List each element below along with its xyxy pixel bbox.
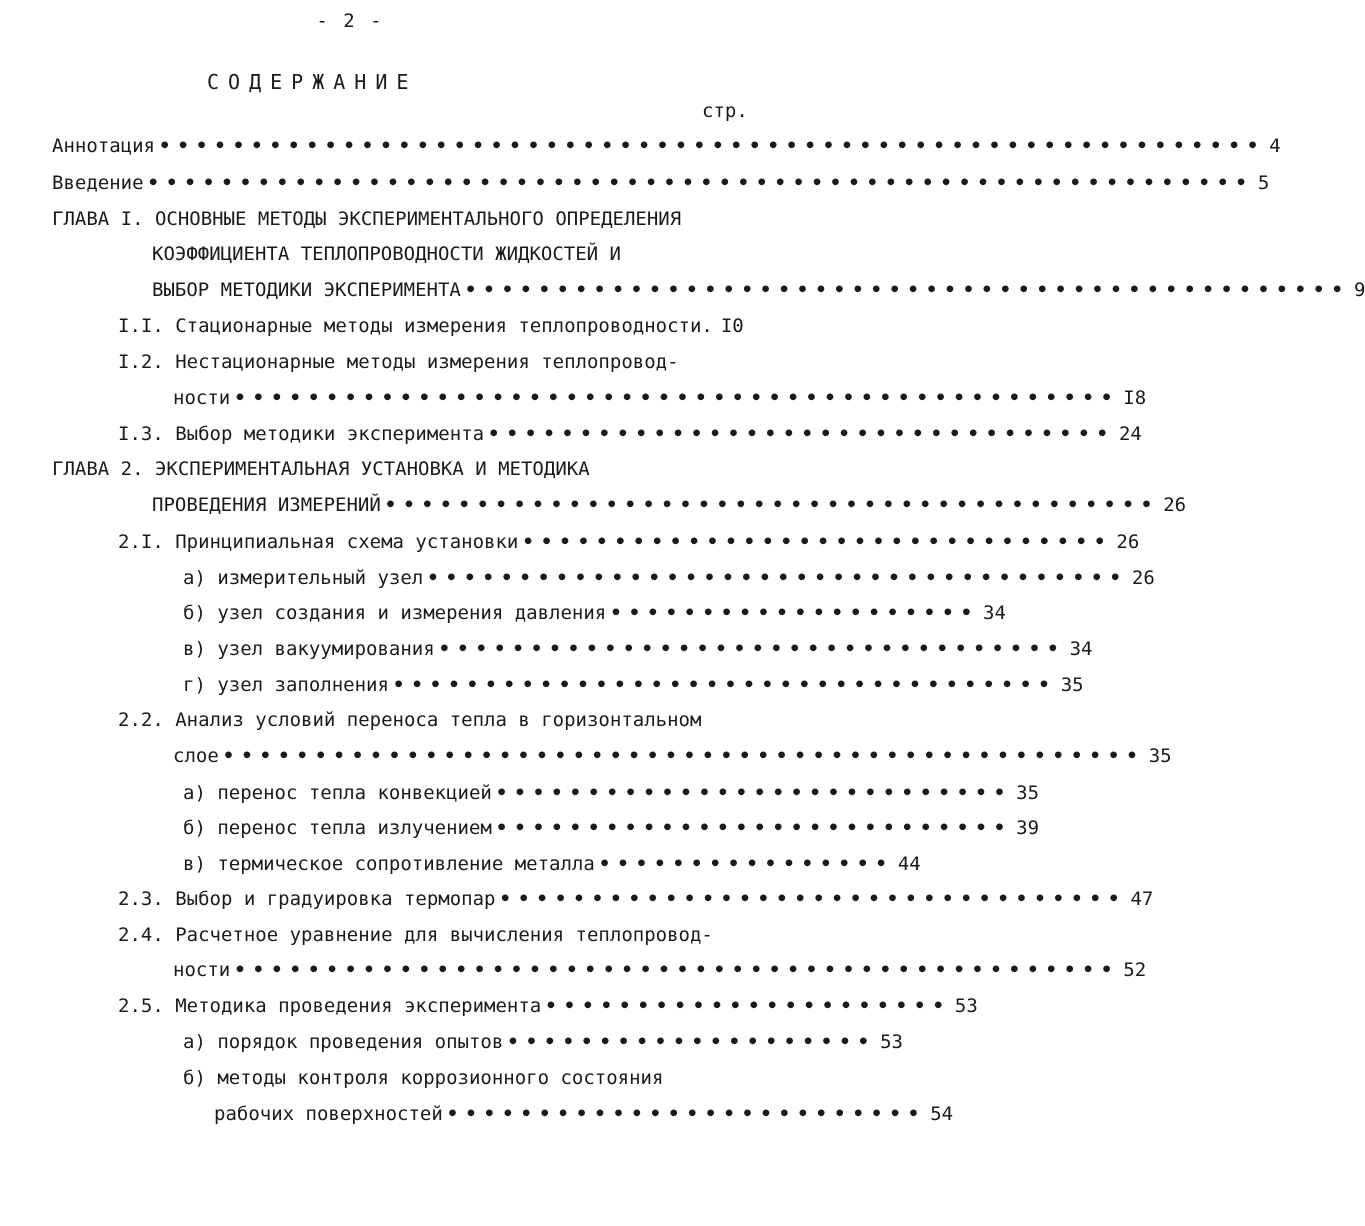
toc-chapter-heading: КОЭФФИЦИЕНТА ТЕПЛОПРОВОДНОСТИ ЖИДКОСТЕЙ И bbox=[152, 243, 621, 265]
toc-entry bbox=[214, 1101, 954, 1127]
toc-entry-text: рабочих поверхностей bbox=[214, 1103, 443, 1125]
toc-page-number: 39 bbox=[1016, 817, 1040, 839]
toc-entry bbox=[183, 672, 1084, 698]
toc-entry-text: в) узел вакуумирования bbox=[183, 638, 435, 660]
toc-page-number: 52 bbox=[1123, 959, 1147, 981]
toc-entry bbox=[183, 1029, 903, 1055]
toc-entry-text: 2.4. Расчетное уравнение для вычисления теплопровод- bbox=[118, 924, 713, 946]
toc-page-number: I0 bbox=[720, 315, 744, 337]
leader-dots: •••••••••••••••••••••••••• bbox=[446, 1103, 927, 1125]
page-title: СОДЕРЖАНИЕ bbox=[207, 70, 418, 94]
toc-entry-text: б) перенос тепла излучением bbox=[183, 817, 492, 839]
toc-entry bbox=[183, 636, 1093, 662]
toc-entry bbox=[118, 313, 744, 339]
leader-dots: •••••••••••••••••••• bbox=[610, 602, 980, 624]
toc-entry-text: I.2. Нестационарные методы измерения теплопровод- bbox=[118, 351, 679, 373]
toc-entry bbox=[183, 851, 921, 877]
toc-entry-text: Аннотация bbox=[52, 135, 155, 157]
toc-page-number: 54 bbox=[930, 1103, 954, 1125]
toc-page-number: 26 bbox=[1163, 494, 1187, 516]
toc-chapter-heading: ГЛАВА 2. ЭКСПЕРИМЕНТАЛЬНАЯ УСТАНОВКА И МЕТОДИКА bbox=[52, 458, 590, 480]
toc-entry-text: ВЫБОР МЕТОДИКИ ЭКСПЕРИМЕНТА bbox=[152, 279, 461, 301]
toc-entry bbox=[173, 957, 1147, 983]
leader-dots: •••••••••••••••••••••••••••• bbox=[495, 782, 1013, 804]
toc-page-number: 9 bbox=[1353, 279, 1365, 301]
leader-dots: •••••••••••••••••••••••••••• bbox=[495, 817, 1013, 839]
page-column-label: стр. bbox=[702, 100, 748, 122]
toc-entry bbox=[52, 170, 1270, 196]
toc-entry-text: а) порядок проведения опытов bbox=[183, 1031, 504, 1053]
toc-entry bbox=[118, 886, 1154, 912]
toc-entry-text: слое bbox=[173, 745, 219, 767]
toc-page-number: 26 bbox=[1116, 531, 1140, 553]
leader-dots: •••••••••••••••••••••••••••••••• bbox=[522, 531, 1113, 553]
toc-entry bbox=[118, 529, 1140, 555]
toc-entry-text: 2.3. Выбор и градуировка термопар bbox=[118, 888, 496, 910]
toc-entry-text: а) измерительный узел bbox=[183, 567, 424, 589]
toc-entry-text: г) узел заполнения bbox=[183, 674, 389, 696]
toc-entry bbox=[183, 565, 1155, 591]
leader-dots: •••••••••••••••••••••••••••••••••••••••••• bbox=[384, 494, 1160, 516]
toc-chapter-heading: ГЛАВА I. ОСНОВНЫЕ МЕТОДЫ ЭКСПЕРИМЕНТАЛЬНОГО ОПРЕДЕЛЕНИЯ bbox=[52, 208, 682, 230]
leader-dots: •••••••••••••••••••• bbox=[507, 1031, 877, 1053]
toc-entry bbox=[152, 277, 1365, 303]
toc-entry bbox=[183, 780, 1040, 806]
toc-entry-text: I.3. Выбор методики эксперимента bbox=[118, 423, 485, 445]
toc-page-number: 34 bbox=[983, 602, 1006, 624]
toc-entry bbox=[152, 492, 1187, 518]
toc-entry-text: в) термическое сопротивление металла bbox=[183, 853, 595, 875]
toc-page-number: 44 bbox=[897, 853, 921, 875]
toc-entry bbox=[52, 133, 1281, 159]
toc-page-number: 24 bbox=[1118, 423, 1142, 445]
toc-entry bbox=[183, 815, 1040, 841]
toc-entry bbox=[118, 421, 1142, 447]
toc-page-number: I8 bbox=[1123, 387, 1147, 409]
toc-page-number: 34 bbox=[1069, 638, 1093, 660]
toc-entry-text: ности bbox=[173, 959, 231, 981]
toc-entry-text: I.I. Стационарные методы измерения теплопроводности. bbox=[118, 315, 713, 337]
leader-dots: •••••••••••••••••••••••••••••••••• bbox=[488, 423, 1115, 445]
toc-page-number: 5 bbox=[1257, 172, 1270, 194]
toc-entry-text: 2.I. Принципиальная схема установки bbox=[118, 531, 519, 553]
leader-dots: •••••••••••••••••••••••••••••••••••••••••••••••• bbox=[464, 279, 1350, 301]
toc-page-number: 53 bbox=[954, 995, 978, 1017]
leader-dots: •••••••••••••••• bbox=[598, 853, 894, 875]
leader-dots: •••••••••••••••••••••••••••••••••• bbox=[499, 888, 1127, 910]
toc-entry-text: ПРОВЕДЕНИЯ ИЗМЕРЕНИЙ bbox=[152, 494, 381, 516]
toc-page-number: 47 bbox=[1130, 888, 1154, 910]
toc-entry-text: ности bbox=[173, 387, 231, 409]
leader-dots: •••••••••••••••••••••••••••••••••••••••••••••••••• bbox=[222, 745, 1145, 767]
leader-dots: •••••••••••••••••••••••••••••••••••••••••••••••• bbox=[234, 959, 1120, 981]
leader-dots: •••••••••••••••••••••••••••••••••••••••••••••••••••••••••••• bbox=[158, 135, 1266, 157]
toc-page-number: 35 bbox=[1060, 674, 1084, 696]
toc-entry-text: б) методы контроля коррозионного состояния bbox=[183, 1067, 664, 1089]
toc-page-number: 26 bbox=[1131, 567, 1155, 589]
leader-dots: •••••••••••••••••••••••••••••••••••• bbox=[392, 674, 1057, 696]
toc-page-number: 35 bbox=[1148, 745, 1172, 767]
toc-page-number: 53 bbox=[880, 1031, 903, 1053]
leader-dots: •••••••••••••••••••••• bbox=[545, 995, 951, 1017]
toc-entry bbox=[183, 600, 1006, 626]
toc-entry bbox=[173, 743, 1172, 769]
toc-entry-text: а) перенос тепла конвекцией bbox=[183, 782, 492, 804]
toc-entry-text: б) узел создания и измерения давления bbox=[183, 602, 607, 624]
toc-page-number: 4 bbox=[1269, 135, 1281, 157]
page-number: - 2 - bbox=[316, 10, 384, 32]
leader-dots: •••••••••••••••••••••••••••••••••••••• bbox=[427, 567, 1128, 589]
toc-entry-text: 2.2. Анализ условий переноса тепла в горизонтальном bbox=[118, 709, 702, 731]
leader-dots: •••••••••••••••••••••••••••••••••••••••••••••••••••••••••••• bbox=[147, 172, 1254, 194]
toc-page-number: 35 bbox=[1016, 782, 1040, 804]
toc-entry bbox=[173, 385, 1147, 411]
toc-entry bbox=[118, 993, 978, 1019]
toc-entry-text: Введение bbox=[52, 172, 144, 194]
leader-dots: •••••••••••••••••••••••••••••••••••••••••••••••• bbox=[234, 387, 1120, 409]
leader-dots: •••••••••••••••••••••••••••••••••• bbox=[438, 638, 1066, 660]
toc-entry-text: 2.5. Методика проведения эксперимента bbox=[118, 995, 542, 1017]
